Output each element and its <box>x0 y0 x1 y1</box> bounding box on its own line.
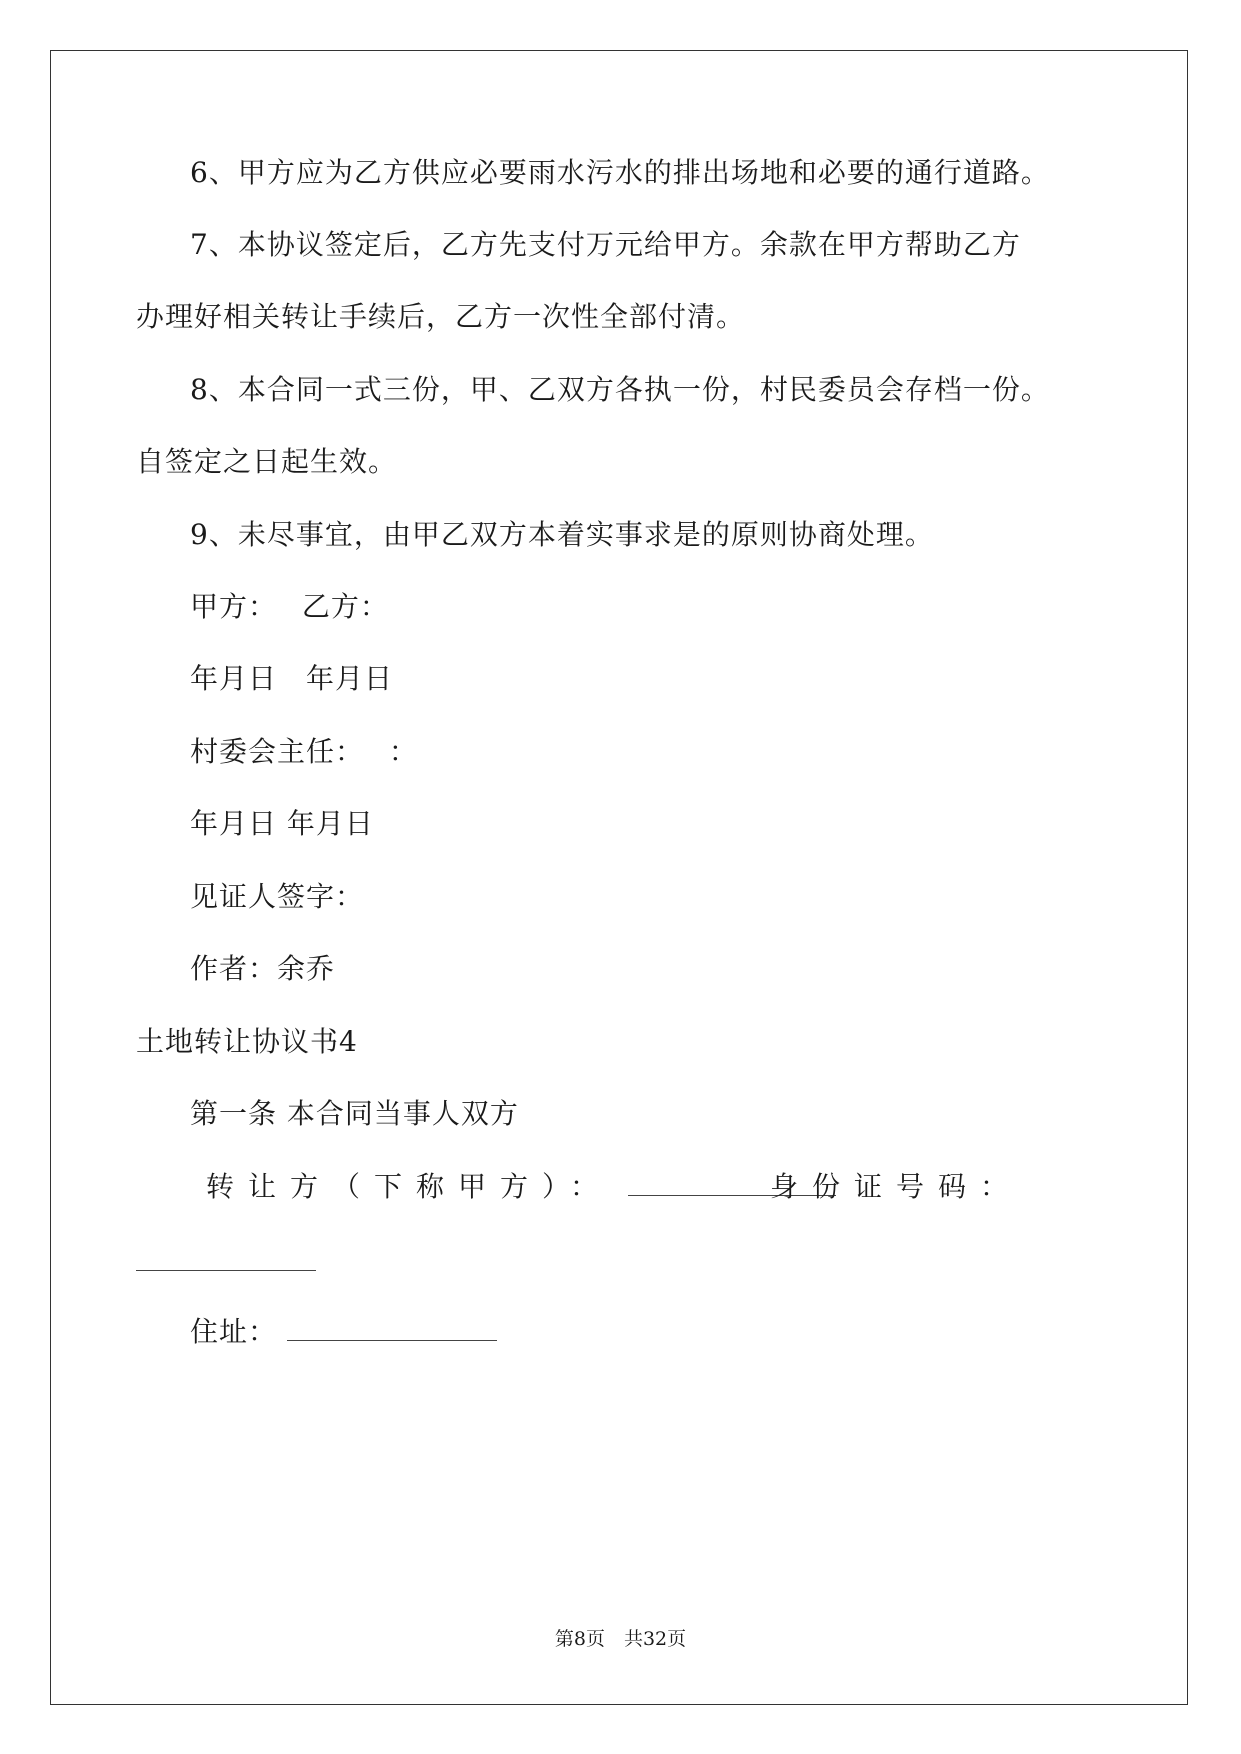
id-number-label <box>770 1169 1022 1205</box>
village-director-signature: 村委会主任： ： <box>190 735 418 768</box>
address-blank <box>287 1316 497 1341</box>
section-title: 土地转让协议书4 <box>136 1025 358 1058</box>
witness-signature: 见证人签字： <box>190 880 365 913</box>
address-row <box>190 1314 497 1350</box>
signature-date-2: 年月日 年月日 <box>190 807 374 840</box>
clause-8-line-2: 自签定之日起生效。 <box>136 445 398 478</box>
id-label-text: 身份证号码： <box>770 1170 1023 1203</box>
signature-date-1: 年月日 年月日 <box>190 662 394 695</box>
clause-9: 9、未尽事宜，由甲乙双方本着实事求是的原则协商处理。 <box>190 518 934 551</box>
clause-7-line-1: 7、本协议签定后，乙方先支付万元给甲方。余款在甲方帮助乙方 <box>190 228 1021 261</box>
author-line: 作者：余乔 <box>190 952 336 985</box>
page-footer: 第8页 共32页 <box>554 1628 687 1650</box>
clause-8-line-1: 8、本合同一式三份，甲、乙双方各执一份，村民委员会存档一份。 <box>190 373 1050 406</box>
article-1-heading: 第一条 本合同当事人双方 <box>190 1097 519 1130</box>
address-label: 住址： <box>190 1315 278 1348</box>
transferor-label: 转让方（下称甲方）： <box>206 1170 613 1203</box>
clause-7-line-2: 办理好相关转让手续后，乙方一次性全部付清。 <box>136 300 746 333</box>
id-number-blank <box>136 1246 316 1271</box>
transferor-row <box>206 1169 836 1205</box>
clause-6: 6、甲方应为乙方供应必要雨水污水的排出场地和必要的通行道路。 <box>190 156 1050 189</box>
signature-parties: 甲方： 乙方： <box>190 590 389 623</box>
